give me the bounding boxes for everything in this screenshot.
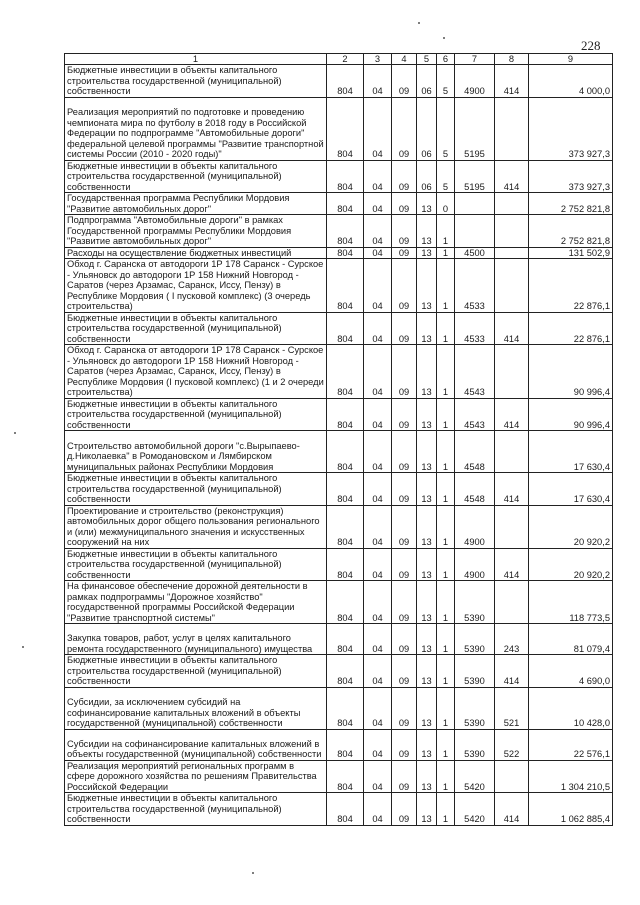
code-cell bbox=[495, 97, 529, 160]
table-row bbox=[65, 729, 613, 760]
code-cell: 1 bbox=[437, 760, 455, 793]
code-cell: 804 bbox=[327, 729, 364, 760]
code-cell: 804 bbox=[327, 624, 364, 655]
column-header: 4 bbox=[392, 54, 417, 65]
code-cell: 06 bbox=[417, 97, 437, 160]
code-cell bbox=[495, 345, 529, 399]
code-cell: 414 bbox=[495, 473, 529, 506]
amount-cell: 17 630,4 bbox=[529, 473, 613, 506]
column-header: 8 bbox=[495, 54, 529, 65]
amount-cell: 373 927,3 bbox=[529, 160, 613, 193]
code-cell: 04 bbox=[364, 193, 392, 215]
code-cell: 414 bbox=[495, 398, 529, 431]
code-cell: 09 bbox=[392, 581, 417, 624]
code-cell: 5 bbox=[437, 160, 455, 193]
table-row bbox=[65, 655, 613, 688]
amount-cell: 17 630,4 bbox=[529, 431, 613, 473]
code-cell: 13 bbox=[417, 624, 437, 655]
amount-cell: 90 996,4 bbox=[529, 345, 613, 399]
amount-cell: 1 062 885,4 bbox=[529, 793, 613, 826]
code-cell: 04 bbox=[364, 312, 392, 345]
row-description: Бюджетные инвестиции в объекты капитального строительства государственной (муниципальной) собственности bbox=[65, 398, 327, 431]
amount-cell: 4 000,0 bbox=[529, 65, 613, 98]
code-cell: 5390 bbox=[455, 687, 495, 729]
code-cell: 13 bbox=[417, 505, 437, 548]
code-cell: 804 bbox=[327, 160, 364, 193]
code-cell: 09 bbox=[392, 259, 417, 313]
row-description: На финансовое обеспечение дорожной деятельности в рамках подпрограммы "Дорожное хозяйство" государственной программы Российской Федерации "Развитие транспортной системы" bbox=[65, 581, 327, 624]
table-row bbox=[65, 215, 613, 248]
code-cell: 1 bbox=[437, 793, 455, 826]
code-cell: 09 bbox=[392, 398, 417, 431]
code-cell: 1 bbox=[437, 345, 455, 399]
code-cell bbox=[495, 247, 529, 259]
code-cell: 04 bbox=[364, 655, 392, 688]
code-cell: 804 bbox=[327, 760, 364, 793]
row-description: Государственная программа Республики Мордовия "Развитие автомобильных дорог" bbox=[65, 193, 327, 215]
header-row bbox=[65, 54, 613, 65]
code-cell: 521 bbox=[495, 687, 529, 729]
code-cell: 04 bbox=[364, 687, 392, 729]
code-cell: 04 bbox=[364, 345, 392, 399]
row-description: Подпрограмма "Автомобильные дороги" в рамках Государственной программы Республики Мордовия "Развитие автомобильных дорог" bbox=[65, 215, 327, 248]
code-cell: 414 bbox=[495, 312, 529, 345]
row-description: Бюджетные инвестиции в объекты капитального строительства государственной (муниципальной) собственности bbox=[65, 473, 327, 506]
code-cell: 804 bbox=[327, 581, 364, 624]
code-cell: 414 bbox=[495, 65, 529, 98]
code-cell: 13 bbox=[417, 312, 437, 345]
code-cell: 804 bbox=[327, 398, 364, 431]
column-header: 7 bbox=[455, 54, 495, 65]
code-cell: 09 bbox=[392, 312, 417, 345]
code-cell: 5 bbox=[437, 97, 455, 160]
column-header: 9 bbox=[529, 54, 613, 65]
code-cell: 13 bbox=[417, 345, 437, 399]
code-cell: 09 bbox=[392, 97, 417, 160]
code-cell: 04 bbox=[364, 505, 392, 548]
code-cell bbox=[495, 581, 529, 624]
row-description: Обход г. Саранска от автодороги 1Р 178 Саранск - Сурское - Ульяновск до автодороги 1Р 158 Нижний Новгород - Саратов (через Арзамас, Саранск, Иссу, Пензу) в Республике Мордовия (I пусковой комплекс) (1 и 2 очереди строительства) bbox=[65, 345, 327, 399]
row-description: Расходы на осуществление бюджетных инвестиций bbox=[65, 247, 327, 259]
code-cell: 804 bbox=[327, 431, 364, 473]
code-cell: 5420 bbox=[455, 793, 495, 826]
code-cell: 4900 bbox=[455, 505, 495, 548]
amount-cell: 20 920,2 bbox=[529, 548, 613, 581]
code-cell: 13 bbox=[417, 431, 437, 473]
code-cell: 5195 bbox=[455, 160, 495, 193]
scan-speck bbox=[443, 37, 445, 39]
code-cell: 09 bbox=[392, 193, 417, 215]
code-cell bbox=[455, 193, 495, 215]
code-cell: 13 bbox=[417, 473, 437, 506]
code-cell: 522 bbox=[495, 729, 529, 760]
code-cell: 1 bbox=[437, 473, 455, 506]
row-description: Субсидии, за исключением субсидий на софинансирование капитальных вложений в объекты государственной (муниципальной) собственности bbox=[65, 687, 327, 729]
code-cell: 4543 bbox=[455, 345, 495, 399]
code-cell: 09 bbox=[392, 687, 417, 729]
code-cell: 804 bbox=[327, 259, 364, 313]
code-cell: 1 bbox=[437, 505, 455, 548]
code-cell: 414 bbox=[495, 548, 529, 581]
code-cell: 804 bbox=[327, 655, 364, 688]
page-number: 228 bbox=[581, 38, 601, 53]
code-cell: 04 bbox=[364, 97, 392, 160]
budget-table bbox=[64, 53, 613, 826]
amount-cell: 2 752 821,8 bbox=[529, 193, 613, 215]
row-description: Обход г. Саранска от автодороги 1Р 178 Саранск - Сурское - Ульяновск до автодороги 1Р 158 Нижний Новгород - Саратов (через Арзамас, Саранск, Иссу, Пензу) в Республике Мордовия ( I пусковой комплекс) (3 очередь строительства) bbox=[65, 259, 327, 313]
table-row bbox=[65, 431, 613, 473]
code-cell: 5420 bbox=[455, 760, 495, 793]
code-cell: 13 bbox=[417, 581, 437, 624]
code-cell bbox=[495, 760, 529, 793]
code-cell: 04 bbox=[364, 431, 392, 473]
table-row bbox=[65, 345, 613, 399]
amount-cell: 10 428,0 bbox=[529, 687, 613, 729]
code-cell: 4900 bbox=[455, 548, 495, 581]
amount-cell: 20 920,2 bbox=[529, 505, 613, 548]
code-cell: 04 bbox=[364, 581, 392, 624]
code-cell: 04 bbox=[364, 473, 392, 506]
code-cell: 804 bbox=[327, 312, 364, 345]
code-cell: 13 bbox=[417, 687, 437, 729]
code-cell: 13 bbox=[417, 548, 437, 581]
code-cell: 04 bbox=[364, 247, 392, 259]
code-cell: 09 bbox=[392, 548, 417, 581]
code-cell: 09 bbox=[392, 215, 417, 248]
code-cell: 4900 bbox=[455, 65, 495, 98]
code-cell: 804 bbox=[327, 793, 364, 826]
table-row bbox=[65, 473, 613, 506]
table-row bbox=[65, 760, 613, 793]
amount-cell: 373 927,3 bbox=[529, 97, 613, 160]
code-cell: 04 bbox=[364, 259, 392, 313]
code-cell: 1 bbox=[437, 687, 455, 729]
column-header: 6 bbox=[437, 54, 455, 65]
code-cell: 1 bbox=[437, 581, 455, 624]
row-description: Субсидии на софинансирование капитальных вложений в объекты государственной (муниципальной) собственности bbox=[65, 729, 327, 760]
code-cell: 09 bbox=[392, 473, 417, 506]
row-description: Бюджетные инвестиции в объекты капитального строительства государственной (муниципальной) собственности bbox=[65, 160, 327, 193]
table-row bbox=[65, 160, 613, 193]
code-cell: 09 bbox=[392, 505, 417, 548]
code-cell: 4500 bbox=[455, 247, 495, 259]
amount-cell: 4 690,0 bbox=[529, 655, 613, 688]
amount-cell: 118 773,5 bbox=[529, 581, 613, 624]
code-cell: 1 bbox=[437, 312, 455, 345]
table-row bbox=[65, 312, 613, 345]
amount-cell: 2 752 821,8 bbox=[529, 215, 613, 248]
code-cell: 13 bbox=[417, 729, 437, 760]
table-row bbox=[65, 97, 613, 160]
code-cell: 4533 bbox=[455, 259, 495, 313]
code-cell: 13 bbox=[417, 215, 437, 248]
code-cell: 04 bbox=[364, 624, 392, 655]
row-description: Бюджетные инвестиции в объекты капитального строительства государственной (муниципальной) собственности bbox=[65, 312, 327, 345]
row-description: Закупка товаров, работ, услуг в целях капитального ремонта государственного (муниципального) имущества bbox=[65, 624, 327, 655]
code-cell: 4543 bbox=[455, 398, 495, 431]
code-cell: 06 bbox=[417, 65, 437, 98]
amount-cell: 22 876,1 bbox=[529, 312, 613, 345]
code-cell bbox=[495, 193, 529, 215]
code-cell: 04 bbox=[364, 398, 392, 431]
table-row bbox=[65, 65, 613, 98]
scan-speck bbox=[14, 432, 16, 434]
row-description: Реализация мероприятий по подготовке и проведению чемпионата мира по футболу в 2018 году в Российской Федерации по подпрограмме "Автомобильные дороги" федеральной целевой программы "Развитие транспортной системы России (2010 - 2020 годы)" bbox=[65, 97, 327, 160]
code-cell: 4533 bbox=[455, 312, 495, 345]
code-cell: 804 bbox=[327, 505, 364, 548]
code-cell: 0 bbox=[437, 193, 455, 215]
code-cell: 5390 bbox=[455, 581, 495, 624]
code-cell: 804 bbox=[327, 247, 364, 259]
code-cell: 09 bbox=[392, 655, 417, 688]
table-row bbox=[65, 247, 613, 259]
scan-speck bbox=[252, 872, 254, 874]
table-row bbox=[65, 624, 613, 655]
table-row bbox=[65, 259, 613, 313]
table-row bbox=[65, 505, 613, 548]
code-cell: 13 bbox=[417, 793, 437, 826]
code-cell bbox=[495, 505, 529, 548]
code-cell: 09 bbox=[392, 624, 417, 655]
scan-speck bbox=[418, 22, 420, 24]
code-cell bbox=[455, 215, 495, 248]
column-header: 1 bbox=[65, 54, 327, 65]
code-cell: 04 bbox=[364, 65, 392, 98]
amount-cell: 1 304 210,5 bbox=[529, 760, 613, 793]
code-cell: 09 bbox=[392, 729, 417, 760]
code-cell: 13 bbox=[417, 247, 437, 259]
code-cell: 804 bbox=[327, 193, 364, 215]
code-cell: 804 bbox=[327, 215, 364, 248]
code-cell: 1 bbox=[437, 729, 455, 760]
amount-cell: 90 996,4 bbox=[529, 398, 613, 431]
amount-cell: 22 876,1 bbox=[529, 259, 613, 313]
code-cell: 13 bbox=[417, 655, 437, 688]
code-cell: 13 bbox=[417, 398, 437, 431]
code-cell: 414 bbox=[495, 793, 529, 826]
code-cell: 243 bbox=[495, 624, 529, 655]
code-cell: 4548 bbox=[455, 473, 495, 506]
code-cell: 5390 bbox=[455, 729, 495, 760]
code-cell: 09 bbox=[392, 160, 417, 193]
code-cell: 5390 bbox=[455, 655, 495, 688]
code-cell: 5390 bbox=[455, 624, 495, 655]
code-cell: 1 bbox=[437, 624, 455, 655]
code-cell: 804 bbox=[327, 548, 364, 581]
table-row bbox=[65, 687, 613, 729]
row-description: Бюджетные инвестиции в объекты капитального строительства государственной (муниципальной) собственности bbox=[65, 655, 327, 688]
code-cell: 414 bbox=[495, 655, 529, 688]
table-body bbox=[65, 65, 613, 826]
code-cell: 09 bbox=[392, 65, 417, 98]
scan-speck bbox=[22, 646, 24, 648]
code-cell: 1 bbox=[437, 247, 455, 259]
amount-cell: 81 079,4 bbox=[529, 624, 613, 655]
code-cell: 04 bbox=[364, 548, 392, 581]
code-cell: 804 bbox=[327, 97, 364, 160]
code-cell: 804 bbox=[327, 473, 364, 506]
code-cell: 04 bbox=[364, 760, 392, 793]
code-cell bbox=[495, 431, 529, 473]
code-cell: 1 bbox=[437, 655, 455, 688]
table-row bbox=[65, 398, 613, 431]
amount-cell: 131 502,9 bbox=[529, 247, 613, 259]
code-cell: 04 bbox=[364, 215, 392, 248]
code-cell: 804 bbox=[327, 65, 364, 98]
table-row bbox=[65, 193, 613, 215]
code-cell: 1 bbox=[437, 259, 455, 313]
code-cell bbox=[495, 215, 529, 248]
table-row bbox=[65, 793, 613, 826]
code-cell: 4548 bbox=[455, 431, 495, 473]
code-cell bbox=[495, 259, 529, 313]
code-cell: 04 bbox=[364, 793, 392, 826]
code-cell: 5195 bbox=[455, 97, 495, 160]
code-cell: 5 bbox=[437, 65, 455, 98]
code-cell: 13 bbox=[417, 259, 437, 313]
row-description: Реализация мероприятий региональных программ в сфере дорожного хозяйства по решениям Правительства Российской Федерации bbox=[65, 760, 327, 793]
row-description: Проектирование и строительство (реконструкция) автомобильных дорог общего пользования регионального и (или) межмуниципального значения и искусственных сооружений на них bbox=[65, 505, 327, 548]
code-cell: 1 bbox=[437, 431, 455, 473]
code-cell: 13 bbox=[417, 760, 437, 793]
code-cell: 804 bbox=[327, 687, 364, 729]
table-row bbox=[65, 548, 613, 581]
code-cell: 1 bbox=[437, 215, 455, 248]
amount-cell: 22 576,1 bbox=[529, 729, 613, 760]
code-cell: 09 bbox=[392, 431, 417, 473]
row-description: Бюджетные инвестиции в объекты капитального строительства государственной (муниципальной) собственности bbox=[65, 65, 327, 98]
row-description: Бюджетные инвестиции в объекты капитального строительства государственной (муниципальной) собственности bbox=[65, 793, 327, 826]
column-header: 2 bbox=[327, 54, 364, 65]
code-cell: 09 bbox=[392, 793, 417, 826]
code-cell: 13 bbox=[417, 193, 437, 215]
code-cell: 06 bbox=[417, 160, 437, 193]
row-description: Строительство автомобильной дороги "с.Вырыпаево-д.Николаевка" в Ромодановском и Лямбирском муниципальных районах Республики Мордовия bbox=[65, 431, 327, 473]
table-row bbox=[65, 581, 613, 624]
code-cell: 04 bbox=[364, 160, 392, 193]
column-header: 3 bbox=[364, 54, 392, 65]
row-description: Бюджетные инвестиции в объекты капитального строительства государственной (муниципальной) собственности bbox=[65, 548, 327, 581]
code-cell: 804 bbox=[327, 345, 364, 399]
code-cell: 1 bbox=[437, 548, 455, 581]
code-cell: 09 bbox=[392, 247, 417, 259]
code-cell: 09 bbox=[392, 760, 417, 793]
column-header: 5 bbox=[417, 54, 437, 65]
code-cell: 414 bbox=[495, 160, 529, 193]
code-cell: 09 bbox=[392, 345, 417, 399]
code-cell: 04 bbox=[364, 729, 392, 760]
code-cell: 1 bbox=[437, 398, 455, 431]
